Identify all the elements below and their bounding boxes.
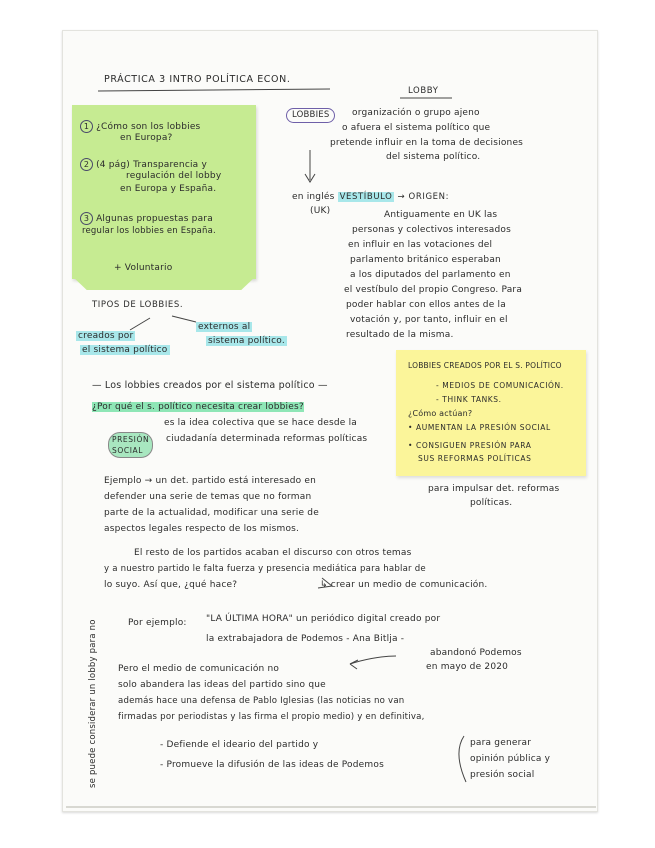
example2-right-2: opinión pública y xyxy=(470,754,551,764)
term-line-1: PRESIÓN xyxy=(112,435,150,444)
origin-paragraph-7: poder hablar con ellos antes de la xyxy=(346,300,506,310)
types-arrow-right xyxy=(172,316,196,322)
question-number: 1 xyxy=(80,120,93,133)
origin-paragraph-1: Antiguamente en UK las xyxy=(384,210,498,220)
example2-line-3: abandonó Podemos xyxy=(430,648,522,658)
type-external-text: externos al xyxy=(198,322,251,332)
title-underline xyxy=(98,89,330,91)
origin-paragraph-6: el vestíbulo del propio Congreso. Para xyxy=(344,285,523,295)
example-line-7: lo suyo. Así que, ¿qué hace? xyxy=(104,580,238,590)
origin-paragraph-5: a los diputados del parlamento en xyxy=(350,270,511,280)
example2-para-3: además hace una defensa de Pablo Iglesias (las noticias no van xyxy=(118,696,405,706)
page-title: PRÁCTICA 3 INTRO POLÍTICA ECON. xyxy=(104,74,291,85)
example2-right-1: para generar xyxy=(470,738,532,748)
term-line-2: SOCIAL xyxy=(112,446,144,455)
yellow-note-bullet-2: • CONSIGUEN PRESIÓN PARA xyxy=(408,441,532,450)
question-text: Algunas propuestas para xyxy=(96,214,213,224)
definition-line-3: pretende influir en la toma de decisiones xyxy=(330,138,524,148)
origin-prefix: en inglés xyxy=(292,192,335,202)
origin-arrow: → ORIGEN: xyxy=(397,192,450,202)
question-3-line-2: regular los lobbies en España. xyxy=(82,226,216,236)
types-arrow-left xyxy=(130,318,150,330)
types-title: TIPOS DE LOBBIES. xyxy=(92,300,184,310)
presion-social-right-2: políticas. xyxy=(470,498,513,508)
type-external-text: sistema político. xyxy=(208,336,285,346)
origin-paragraph-4: parlamento británico esperaban xyxy=(350,255,501,265)
section-question-text: ¿Por qué el s. político necesita crear lobbies? xyxy=(92,402,304,412)
yellow-note-bullet-2-line-2: SUS REFORMAS POLÍTICAS xyxy=(418,454,532,463)
example-line-6: y a nuestro partido le falta fuerza y presencia mediática para hablar de xyxy=(104,564,426,574)
section-heading: — Los lobbies creados por el sistema político — xyxy=(92,380,328,391)
origin-paragraph-3: en influir en las votaciones del xyxy=(348,240,493,250)
example2-para-2: solo abandera las ideas del partido sino que xyxy=(118,680,326,690)
definition-line-2: o afuera el sistema político que xyxy=(342,123,491,133)
example-line-4: aspectos legales respecto de los mismos. xyxy=(104,524,300,534)
example-line-2: defender una serie de temas que no forman xyxy=(104,492,312,502)
type-created-text: el sistema político xyxy=(82,345,168,355)
yellow-note-item-media: - MEDIOS DE COMUNICACIÓN. xyxy=(436,381,564,390)
voluntario-label: + Voluntario xyxy=(114,263,173,273)
question-number: 3 xyxy=(80,212,93,225)
result-arrow xyxy=(318,578,332,588)
origin-paragraph-9: resultado de la misma. xyxy=(346,330,454,340)
yellow-note-item-think-tanks: - THINK TANKS. xyxy=(436,395,502,404)
lobby-heading: LOBBY xyxy=(408,86,439,96)
origin-paragraph-8: votación y, por tanto, influir en el xyxy=(350,315,508,325)
right-bracket xyxy=(459,736,466,782)
yellow-note-title: LOBBIES CREADOS POR EL S. POLÍTICO xyxy=(408,361,562,370)
question-text: ¿Cómo son los lobbies xyxy=(96,122,201,132)
yellow-note-bullet-1: • AUMENTAN LA PRESIÓN SOCIAL xyxy=(408,423,551,432)
origin-paragraph-2: personas y colectivos interesados xyxy=(352,225,511,235)
definition-line-4: del sistema político. xyxy=(386,152,481,162)
example2-defiende: - Defiende el ideario del partido y xyxy=(160,740,319,750)
question-2-line-3: en Europa y España. xyxy=(120,184,217,194)
vestibulo-highlight: VESTÍBULO xyxy=(339,192,393,202)
question-2-line-2: regulación del lobby xyxy=(126,171,222,181)
example2-right-3: presión social xyxy=(470,770,535,780)
abandono-arrow-head xyxy=(350,660,358,669)
presion-social-right-1: para impulsar det. reformas xyxy=(428,484,560,494)
definition-line-1: organización o grupo ajeno xyxy=(352,108,480,118)
example2-line-1: "LA ÚLTIMA HORA" un periódico digital creado por xyxy=(206,614,441,624)
example2-label: Por ejemplo: xyxy=(128,618,187,628)
vertical-side-note: se puede considerar un lobby para no xyxy=(88,619,98,788)
example2-promueve: - Promueve la difusión de las ideas de Podemos xyxy=(160,760,384,770)
example-line-1: Ejemplo → un det. partido está interesado en xyxy=(104,476,317,486)
lobbies-term-bubble: LOBBIES xyxy=(286,108,335,123)
question-1-line-2: en Europa? xyxy=(120,133,173,143)
question-number: 2 xyxy=(80,158,93,171)
example2-line-2: la extrabajadora de Podemos - Ana Bitlja - xyxy=(206,634,405,644)
presion-social-def-1: es la idea colectiva que se hace desde la xyxy=(164,418,357,428)
example2-para-4: firmadas por periodistas y las firma el propio medio) y en definitiva, xyxy=(118,712,425,722)
example2-line-4: en mayo de 2020 xyxy=(426,662,509,672)
yellow-note-question: ¿Cómo actúan? xyxy=(408,409,473,418)
question-text: (4 pág) Transparencia y xyxy=(96,160,207,170)
example-line-5: El resto de los partidos acaban el discurso con otros temas xyxy=(134,548,412,558)
example-line-3: parte de la actualidad, modificar una serie de xyxy=(104,508,319,518)
type-created-text: creados por xyxy=(78,331,134,341)
example2-para-1: Pero el medio de comunicación no xyxy=(118,664,280,674)
origin-uk: (UK) xyxy=(310,206,331,216)
example-line-7-result: ↳ crear un medio de comunicación. xyxy=(320,580,488,590)
presion-social-def-2: ciudadanía determinada reformas políticas xyxy=(166,434,368,444)
